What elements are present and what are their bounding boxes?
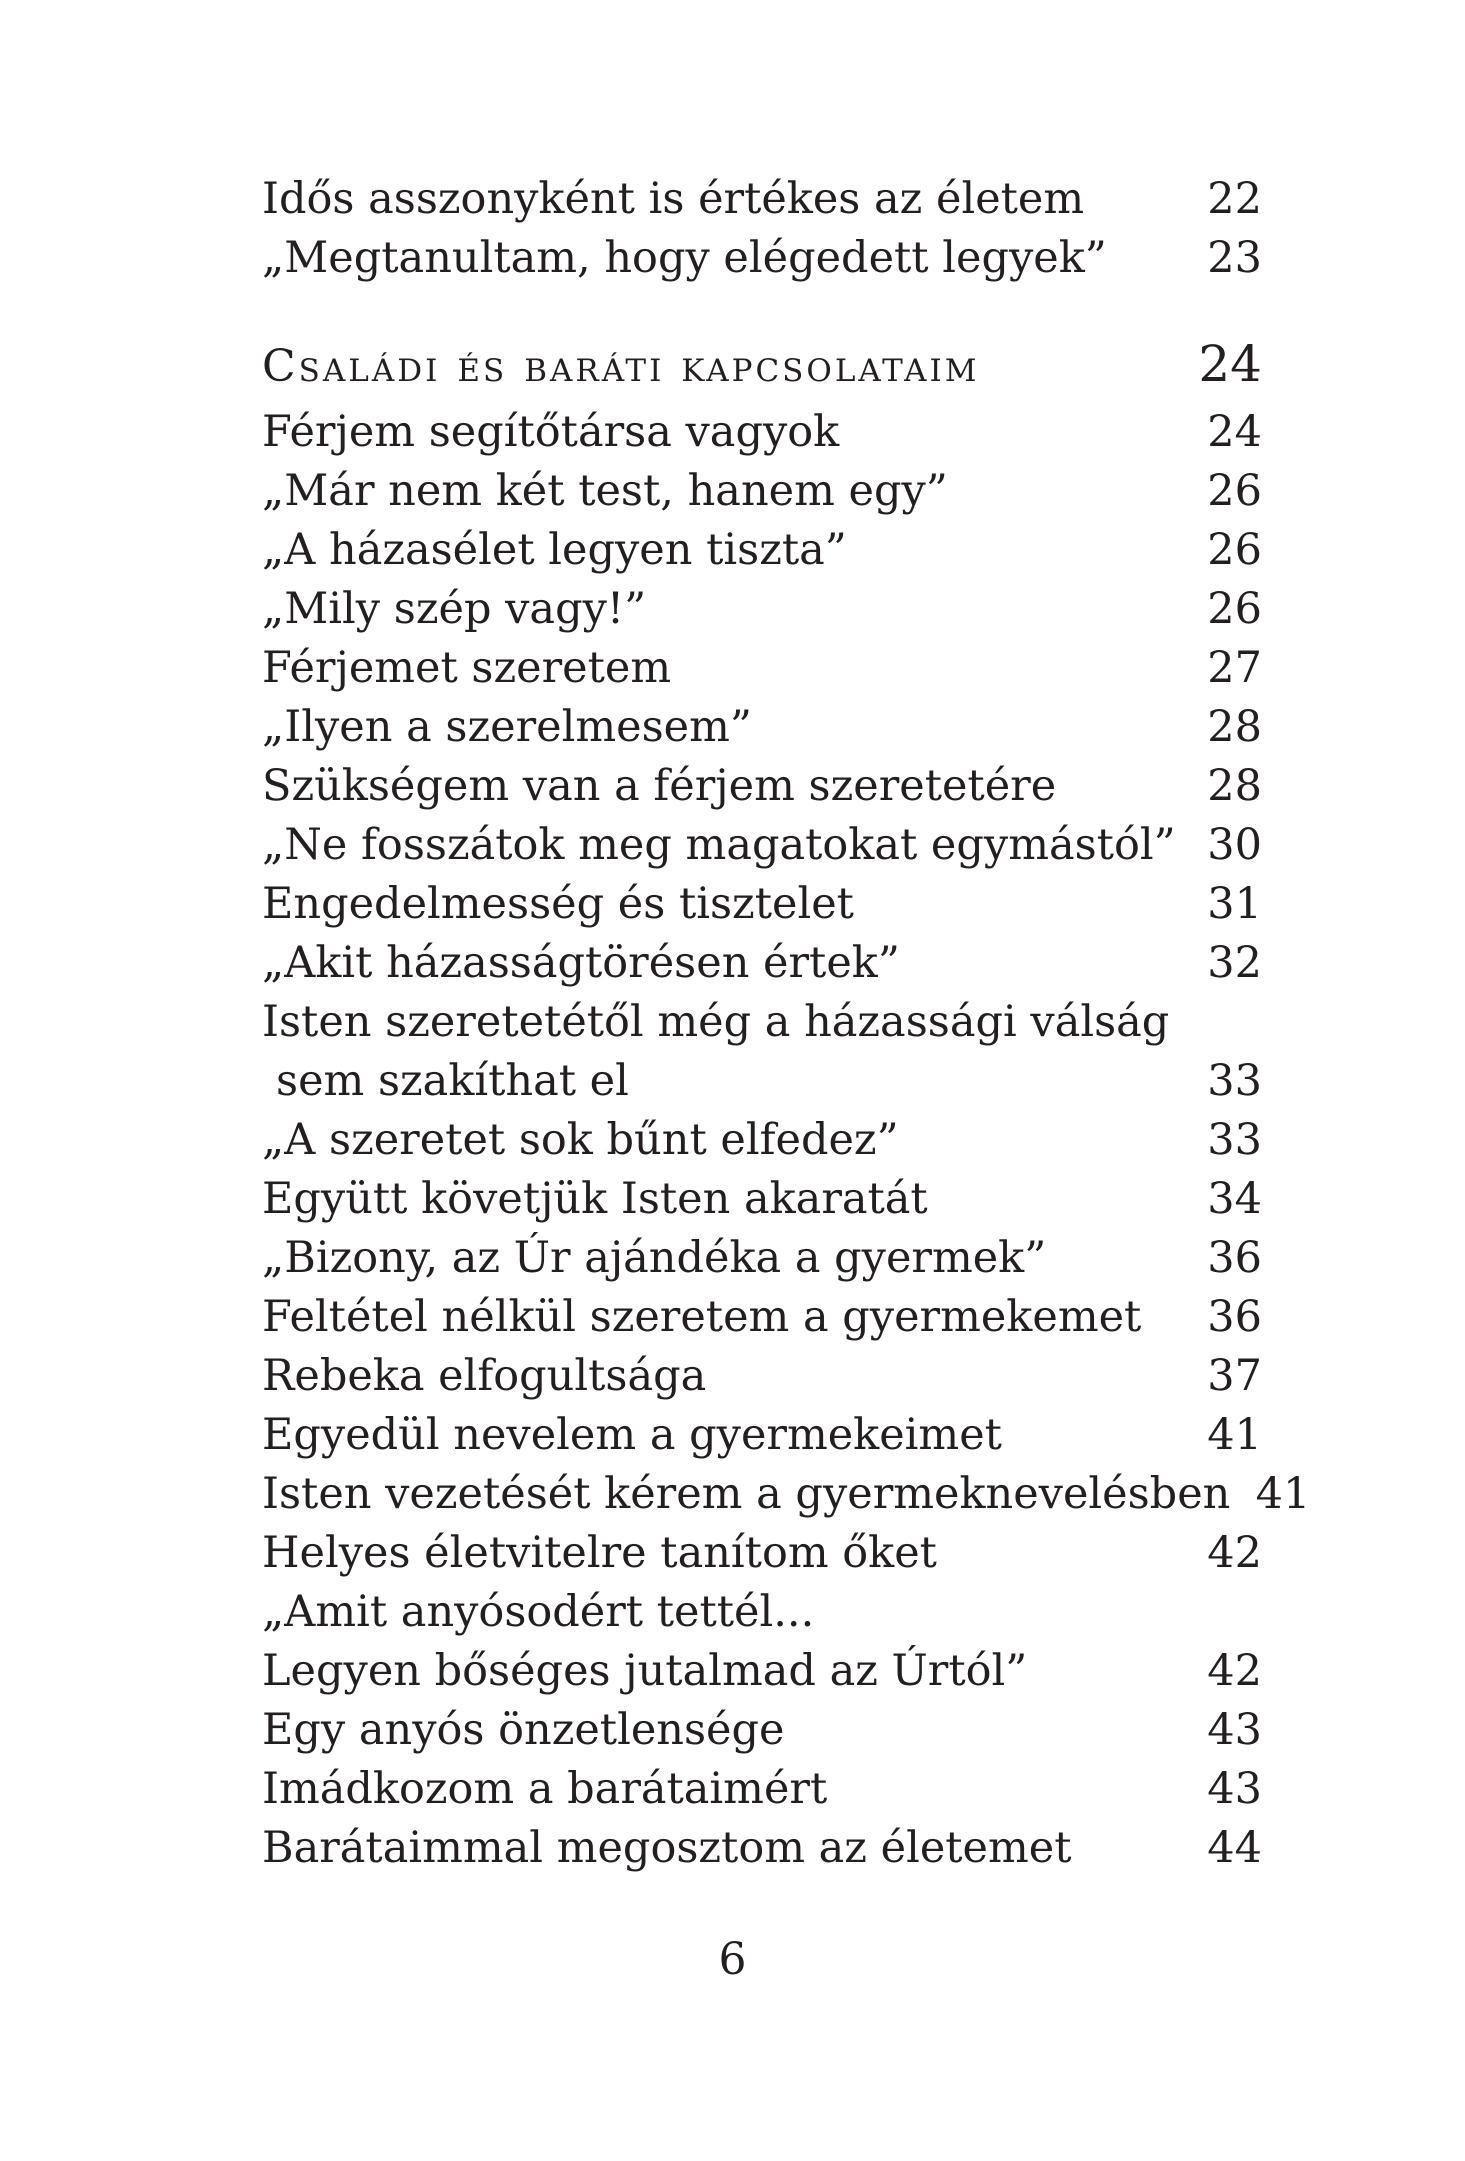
toc-entry bbox=[262, 1524, 1262, 1583]
toc-entry bbox=[262, 1170, 1262, 1229]
toc-entry-title: „Akit házasságtörésen értek” bbox=[262, 938, 900, 988]
toc-entry-title: Férjemet szeretem bbox=[262, 643, 672, 693]
toc-entry-title: „Ilyen a szerelmesem” bbox=[262, 702, 752, 752]
toc-entry bbox=[262, 1701, 1262, 1760]
toc-entry bbox=[262, 1347, 1262, 1406]
toc-entry-page: 28 bbox=[1207, 761, 1262, 811]
toc-entry-page: 31 bbox=[1207, 879, 1262, 929]
toc-entry-page: 26 bbox=[1207, 525, 1262, 575]
toc-entry-continuation bbox=[262, 1642, 1262, 1701]
toc-entry bbox=[262, 757, 1262, 816]
toc-entry-title: „Amit anyósodért tettél... bbox=[262, 1587, 815, 1637]
toc-entry-page: 23 bbox=[1207, 233, 1262, 283]
toc-entry-title: Szükségem van a férjem szeretetére bbox=[262, 761, 1057, 811]
toc-entry-page: 26 bbox=[1207, 466, 1262, 516]
toc-entry-page: 30 bbox=[1207, 820, 1262, 870]
toc-entry-title: Együtt követjük Isten akaratát bbox=[262, 1174, 928, 1224]
toc-entry-title: Isten vezetését kérem a gyermeknevelésben bbox=[262, 1469, 1231, 1519]
toc-entry-title: „A szeretet sok bűnt elfedez” bbox=[262, 1115, 899, 1165]
toc-entry-title: „Már nem két test, hanem egy” bbox=[262, 466, 948, 516]
toc-entry-page: 27 bbox=[1207, 643, 1262, 693]
page-number: 6 bbox=[718, 1934, 747, 1985]
toc-entry-page: 36 bbox=[1207, 1233, 1262, 1283]
toc-entry-title: Imádkozom a barátaimért bbox=[262, 1764, 828, 1814]
toc-entry bbox=[262, 698, 1262, 757]
toc-entry-page: 24 bbox=[1207, 407, 1262, 457]
toc-entry bbox=[262, 462, 1262, 521]
toc-entry-title: „Ne fosszátok meg magatokat egymástól” bbox=[262, 820, 1176, 870]
toc-entry-page: 36 bbox=[1207, 1292, 1262, 1342]
toc-entry-title: Rebeka elfogultsága bbox=[262, 1351, 707, 1401]
toc-entry-page: 32 bbox=[1207, 938, 1262, 988]
toc-entry-title: Barátaimmal megosztom az életemet bbox=[262, 1823, 1072, 1873]
toc-entry bbox=[262, 1819, 1262, 1878]
toc-entry bbox=[262, 816, 1262, 875]
toc-entry bbox=[262, 580, 1262, 639]
toc-entry-page: 43 bbox=[1207, 1764, 1262, 1814]
toc-entry-title: Feltétel nélkül szeretem a gyermekemet bbox=[262, 1292, 1142, 1342]
toc-entry-title: Helyes életvitelre tanítom őket bbox=[262, 1528, 937, 1578]
toc-entry-title: „Mily szép vagy!” bbox=[262, 584, 647, 634]
toc-entry bbox=[262, 229, 1262, 288]
toc-entry bbox=[262, 1465, 1311, 1524]
toc-entry-title: sem szakíthat el bbox=[276, 1056, 629, 1106]
toc-entry bbox=[262, 934, 1262, 993]
toc-entry bbox=[262, 1229, 1262, 1288]
toc-entry bbox=[262, 1406, 1262, 1465]
toc-entry bbox=[262, 993, 1262, 1052]
toc-entry-continuation bbox=[262, 1052, 1262, 1111]
toc-entry-title: „Bizony, az Úr ajándéka a gyermek” bbox=[262, 1233, 1047, 1283]
toc-entry-page: 43 bbox=[1207, 1705, 1262, 1755]
toc-entry-page: 37 bbox=[1207, 1351, 1262, 1401]
toc-entry-title: Egyedül nevelem a gyermekeimet bbox=[262, 1410, 1002, 1460]
toc-entry bbox=[262, 1288, 1262, 1347]
toc-entry-title: „Megtanultam, hogy elégedett legyek” bbox=[262, 233, 1107, 283]
toc-entry-page: 22 bbox=[1207, 174, 1262, 224]
toc-entry bbox=[262, 1111, 1262, 1170]
toc-entry-page: 34 bbox=[1207, 1174, 1262, 1224]
toc-entry-page: 42 bbox=[1207, 1646, 1262, 1696]
toc-entry-page: 41 bbox=[1207, 1410, 1262, 1460]
toc-entry-title: Isten szeretetétől még a házassági válság bbox=[262, 997, 1170, 1047]
section-title: Családi és baráti kapcsolataim bbox=[262, 341, 980, 392]
toc-entry bbox=[262, 403, 1262, 462]
toc-entry bbox=[262, 639, 1262, 698]
toc-entry-title: Legyen bőséges jutalmad az Úrtól” bbox=[262, 1646, 1028, 1696]
toc-entry bbox=[262, 1583, 1262, 1642]
toc-entry-page: 42 bbox=[1207, 1528, 1262, 1578]
toc-entry bbox=[262, 875, 1262, 934]
toc-entry-page: 41 bbox=[1255, 1469, 1311, 1519]
toc-section-heading bbox=[262, 331, 1262, 397]
section-page: 24 bbox=[1198, 335, 1262, 393]
toc-entry-title: Idős asszonyként is értékes az életem bbox=[262, 174, 1085, 224]
toc-entry-page: 33 bbox=[1207, 1115, 1262, 1165]
toc-entry-title: Férjem segítőtársa vagyok bbox=[262, 407, 840, 457]
toc-entry bbox=[262, 170, 1262, 229]
table-of-contents bbox=[262, 170, 1311, 1878]
toc-entry bbox=[262, 1760, 1262, 1819]
toc-entry-page: 44 bbox=[1207, 1823, 1262, 1873]
toc-entry-title: „A házasélet legyen tiszta” bbox=[262, 525, 847, 575]
toc-entry bbox=[262, 521, 1262, 580]
toc-entry-page: 26 bbox=[1207, 584, 1262, 634]
toc-entry-title: Engedelmesség és tisztelet bbox=[262, 879, 854, 929]
toc-entry-page: 33 bbox=[1207, 1056, 1262, 1106]
toc-entry-title: Egy anyós önzetlensége bbox=[262, 1705, 785, 1755]
toc-entry-page: 28 bbox=[1207, 702, 1262, 752]
